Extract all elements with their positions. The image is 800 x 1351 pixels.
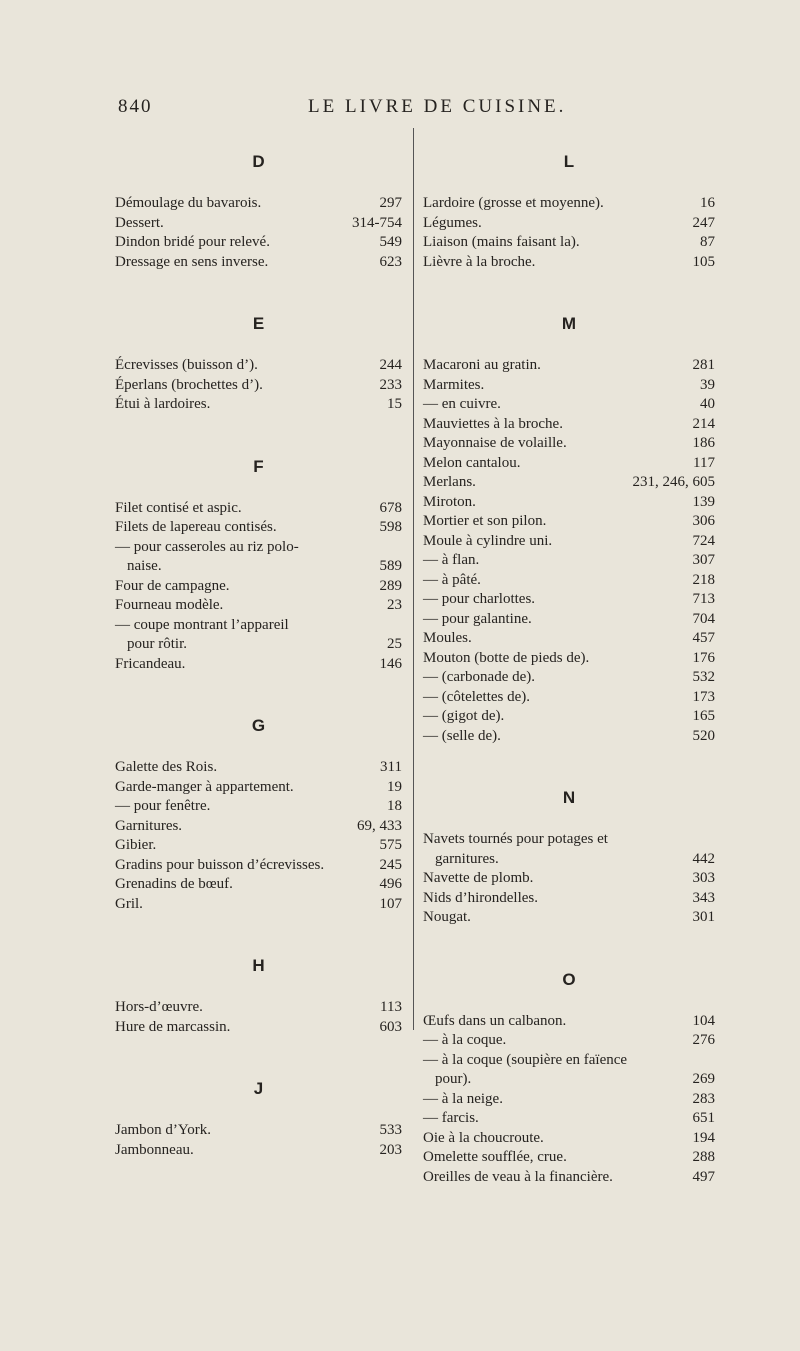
- index-entry: [423, 688, 715, 708]
- entry-page-number: 496: [379, 876, 402, 892]
- entry-text: Liaison (mains faisant la).: [423, 234, 580, 250]
- section-letter: E: [252, 314, 265, 333]
- entry-text: Lardoire (grosse et moyenne).: [423, 195, 604, 211]
- section-letter: M: [561, 314, 577, 333]
- index-section-d: [115, 150, 402, 272]
- entry-page-number: 39: [700, 376, 715, 393]
- entry-text-continued: garnitures.: [435, 850, 499, 867]
- entry-page-number: 457: [692, 630, 715, 646]
- entry-text: Mauviettes à la broche.: [423, 415, 563, 432]
- section-letter: O: [562, 969, 576, 989]
- entry-text: — à la coque (soupière en faïence: [423, 1051, 628, 1068]
- index-section-j: [115, 1077, 402, 1160]
- index-entry: [423, 376, 715, 396]
- index-section-l: [423, 150, 715, 272]
- entry-page-number: 281: [692, 357, 715, 373]
- index-entry: [423, 610, 715, 630]
- index-entry: [423, 356, 715, 376]
- index-entry: [115, 194, 402, 214]
- running-header: [118, 96, 718, 120]
- index-entry: [115, 253, 402, 273]
- entry-text: — (gigot de).: [423, 708, 505, 724]
- entry-page-number: 704: [692, 610, 715, 627]
- entry-text: — coupe montrant l’appareil: [115, 616, 289, 633]
- index-entry: [423, 571, 715, 591]
- entry-text: Nougat.: [423, 909, 471, 925]
- entry-page-number: 23: [387, 597, 402, 613]
- entry-page-number: 713: [692, 591, 715, 607]
- entry-text: — à pâté.: [423, 571, 481, 588]
- index-entry: [423, 1148, 715, 1168]
- section-letter: L: [563, 152, 575, 171]
- entry-page-number: 16: [700, 195, 715, 211]
- entry-text: Navette de plomb.: [423, 870, 534, 886]
- entry-text: Fourneau modèle.: [115, 597, 224, 613]
- index-entry: [115, 518, 402, 538]
- index-entry: [115, 577, 402, 597]
- entry-page-number: 104: [692, 1012, 715, 1029]
- index-entry: [115, 836, 402, 856]
- index-section-m: [423, 312, 715, 746]
- entry-text: Grenadins de bœuf.: [115, 876, 233, 892]
- entry-text: Garde-manger à appartement.: [115, 778, 294, 795]
- entry-page-number: 40: [700, 396, 715, 412]
- index-section-o: [423, 968, 715, 1188]
- index-entry: [115, 797, 402, 817]
- entry-page-number: 247: [692, 214, 715, 231]
- index-entry: [423, 214, 715, 234]
- entry-text: Gibier.: [115, 837, 157, 853]
- entry-text: Melon cantalou.: [423, 454, 521, 471]
- index-section-h: [115, 954, 402, 1037]
- index-entry: [423, 1109, 715, 1129]
- entry-page-number: 165: [692, 708, 715, 724]
- entry-text-continued: naise.: [127, 558, 162, 574]
- index-entry: [115, 376, 402, 396]
- entry-page-number: 276: [692, 1032, 715, 1048]
- entry-text: Fricandeau.: [115, 655, 186, 672]
- index-entry: [115, 616, 402, 655]
- entry-text: Moule à cylindre uni.: [423, 532, 553, 549]
- entry-text: Oreilles de veau à la financière.: [423, 1168, 613, 1185]
- entry-text-continued: pour).: [435, 1071, 472, 1087]
- entry-page-number: 146: [379, 655, 402, 672]
- entry-text: — pour casseroles au riz polo-: [115, 538, 299, 555]
- entry-page-number: 520: [692, 727, 715, 744]
- entry-page-number: 289: [379, 577, 402, 594]
- entry-page-number: 589: [379, 558, 402, 574]
- entry-text: Merlans.: [423, 474, 476, 490]
- entry-page-number: 533: [379, 1122, 402, 1138]
- index-entry: [423, 830, 715, 869]
- index-entry: [115, 214, 402, 234]
- entry-text: Mouton (botte de pieds de).: [423, 649, 590, 666]
- entry-page-number: 107: [379, 895, 402, 912]
- entry-text: Gradins pour buisson d’écrevisses.: [115, 856, 325, 873]
- entry-text: Dindon bridé pour relevé.: [115, 234, 270, 250]
- entry-text: Jambon d’York.: [115, 1122, 211, 1138]
- index-entry: [423, 493, 715, 513]
- index-entry: [115, 356, 402, 376]
- entry-page-number: 15: [387, 396, 402, 412]
- index-column-right: [423, 150, 715, 1227]
- entry-page-number: 307: [692, 552, 715, 568]
- index-entry: [423, 668, 715, 688]
- index-entry: [423, 395, 715, 415]
- index-entry: [115, 758, 402, 778]
- index-entry: [115, 1018, 402, 1038]
- index-entry: [423, 434, 715, 454]
- index-entry: [115, 875, 402, 895]
- entry-page-number: 231, 246, 605: [632, 474, 715, 490]
- entry-text: Œufs dans un calbanon.: [423, 1012, 567, 1029]
- index-entry: [115, 895, 402, 915]
- index-entry: [115, 538, 402, 577]
- entry-text: Éperlans (brochettes d’).: [115, 376, 263, 393]
- entry-page-number: 203: [379, 1141, 402, 1158]
- entry-text: — à la neige.: [423, 1090, 503, 1107]
- entry-text: — (selle de).: [423, 727, 501, 744]
- entry-text: Galette des Rois.: [115, 759, 218, 775]
- entry-page-number: 139: [692, 493, 715, 510]
- entry-page-number: 194: [692, 1129, 715, 1146]
- entry-text: — à la coque.: [423, 1032, 507, 1048]
- section-letter: G: [251, 716, 266, 735]
- index-entry: [423, 1012, 715, 1032]
- entry-text: — pour fenêtre.: [115, 798, 211, 814]
- index-entry: [423, 551, 715, 571]
- index-entry: [423, 233, 715, 253]
- entry-text: Dessert.: [115, 214, 164, 231]
- entry-page-number: 575: [379, 837, 402, 853]
- index-entry: [423, 454, 715, 474]
- entry-text: Mortier et son pilon.: [423, 513, 547, 529]
- index-entry: [423, 869, 715, 889]
- entry-page-number: 623: [379, 253, 402, 270]
- entry-page-number: 176: [692, 649, 715, 666]
- entry-page-number: 549: [379, 234, 402, 250]
- entry-text: — farcis.: [423, 1110, 479, 1126]
- index-entry: [423, 473, 715, 493]
- entry-text: Miroton.: [423, 493, 476, 510]
- entry-text: Moules.: [423, 630, 472, 646]
- entry-text: — pour charlottes.: [423, 591, 536, 607]
- index-section-e: [115, 312, 402, 415]
- index-entry: [423, 1168, 715, 1188]
- index-column-left: [115, 150, 402, 1200]
- entry-text: Hors-d’œuvre.: [115, 999, 203, 1015]
- entry-text: Étui à lardoires.: [115, 396, 211, 412]
- entry-page-number: 186: [692, 435, 715, 451]
- index-entry: [423, 532, 715, 552]
- index-entry: [115, 998, 402, 1018]
- entry-text: Marmites.: [423, 376, 485, 393]
- index-entry: [423, 253, 715, 273]
- entry-page-number: 117: [693, 454, 715, 471]
- entry-text: Garnitures.: [115, 817, 183, 834]
- index-entry: [423, 707, 715, 727]
- index-entry: [423, 727, 715, 747]
- index-entry: [115, 596, 402, 616]
- entry-page-number: 306: [692, 513, 715, 529]
- entry-page-number: 173: [692, 688, 715, 705]
- index-section-f: [115, 455, 402, 675]
- index-entry: [115, 1121, 402, 1141]
- entry-page-number: 25: [387, 636, 402, 652]
- index-entry: [423, 649, 715, 669]
- entry-text: Légumes.: [423, 214, 482, 231]
- section-letter: F: [253, 456, 264, 476]
- section-letter: D: [252, 152, 265, 171]
- index-entry: [115, 655, 402, 675]
- index-entry: [423, 590, 715, 610]
- entry-page-number: 442: [692, 850, 715, 867]
- entry-text: Four de campagne.: [115, 577, 230, 594]
- entry-page-number: 69, 433: [357, 817, 402, 834]
- entry-text: Omelette soufflée, crue.: [423, 1149, 567, 1165]
- entry-text-continued: pour rôtir.: [127, 636, 187, 652]
- entry-page-number: 269: [692, 1071, 715, 1087]
- section-letter: N: [562, 788, 576, 807]
- entry-page-number: 651: [692, 1110, 715, 1126]
- entry-text: Jambonneau.: [115, 1141, 194, 1158]
- entry-page-number: 314-754: [352, 214, 402, 231]
- index-entry: [115, 856, 402, 876]
- entry-page-number: 105: [692, 253, 715, 270]
- index-entry: [423, 908, 715, 928]
- entry-page-number: 678: [379, 499, 402, 516]
- entry-page-number: 603: [379, 1018, 402, 1035]
- entry-text: Mayonnaise de volaille.: [423, 435, 567, 451]
- index-entry: [115, 1141, 402, 1161]
- entry-page-number: 87: [700, 234, 715, 250]
- entry-page-number: 343: [692, 889, 715, 906]
- entry-text: — en cuivre.: [423, 396, 501, 412]
- entry-text: Écrevisses (buisson d’).: [115, 357, 258, 373]
- entry-text: — (côtelettes de).: [423, 688, 531, 705]
- index-entry: [423, 629, 715, 649]
- entry-text: Lièvre à la broche.: [423, 253, 536, 270]
- entry-page-number: 283: [692, 1090, 715, 1107]
- index-entry: [423, 1090, 715, 1110]
- section-letter: J: [253, 1079, 264, 1098]
- index-entry: [423, 194, 715, 214]
- entry-text: Gril.: [115, 895, 143, 912]
- index-entry: [423, 1129, 715, 1149]
- index-entry: [423, 512, 715, 532]
- entry-page-number: 245: [379, 856, 402, 873]
- entry-page-number: 19: [387, 778, 402, 795]
- entry-page-number: 532: [692, 669, 715, 685]
- index-entry: [115, 817, 402, 837]
- index-entry: [115, 233, 402, 253]
- entry-text: — pour galantine.: [423, 610, 532, 627]
- index-entry: [423, 1051, 715, 1090]
- entry-page-number: 288: [692, 1149, 715, 1165]
- index-entry: [115, 778, 402, 798]
- entry-page-number: 724: [692, 532, 715, 549]
- entry-page-number: 113: [380, 999, 402, 1015]
- entry-page-number: 244: [379, 357, 402, 373]
- page-number: 840: [118, 96, 153, 117]
- entry-page-number: 297: [379, 195, 402, 211]
- entry-page-number: 303: [692, 870, 715, 886]
- entry-page-number: 18: [387, 798, 402, 814]
- index-entry: [115, 395, 402, 415]
- entry-page-number: 233: [379, 376, 402, 393]
- index-entry: [423, 889, 715, 909]
- index-entry: [423, 1031, 715, 1051]
- entry-page-number: 311: [380, 759, 402, 775]
- index-entry: [423, 415, 715, 435]
- entry-text: — à flan.: [423, 552, 480, 568]
- entry-text: Macaroni au gratin.: [423, 357, 541, 373]
- entry-page-number: 497: [692, 1168, 715, 1185]
- index-section-n: [423, 786, 715, 928]
- entry-text: Oie à la choucroute.: [423, 1129, 544, 1146]
- index-section-g: [115, 714, 402, 914]
- entry-text: — (carbonade de).: [423, 669, 536, 685]
- column-divider: [413, 128, 414, 1030]
- index-entry: [115, 499, 402, 519]
- entry-page-number: 301: [692, 909, 715, 925]
- entry-text: Dressage en sens inverse.: [115, 253, 269, 270]
- entry-text: Nids d’hirondelles.: [423, 889, 538, 906]
- entry-page-number: 214: [692, 415, 715, 432]
- entry-page-number: 218: [692, 571, 715, 588]
- entry-text: Filets de lapereau contisés.: [115, 519, 277, 535]
- section-letter: H: [252, 956, 265, 975]
- book-title: LE LIVRE DE CUISINE.: [308, 96, 567, 117]
- entry-text: Navets tournés pour potages et: [423, 831, 608, 847]
- entry-text: Démoulage du bavarois.: [115, 195, 262, 211]
- entry-text: Filet contisé et aspic.: [115, 499, 242, 516]
- entry-text: Hure de marcassin.: [115, 1018, 231, 1035]
- entry-page-number: 598: [379, 519, 402, 535]
